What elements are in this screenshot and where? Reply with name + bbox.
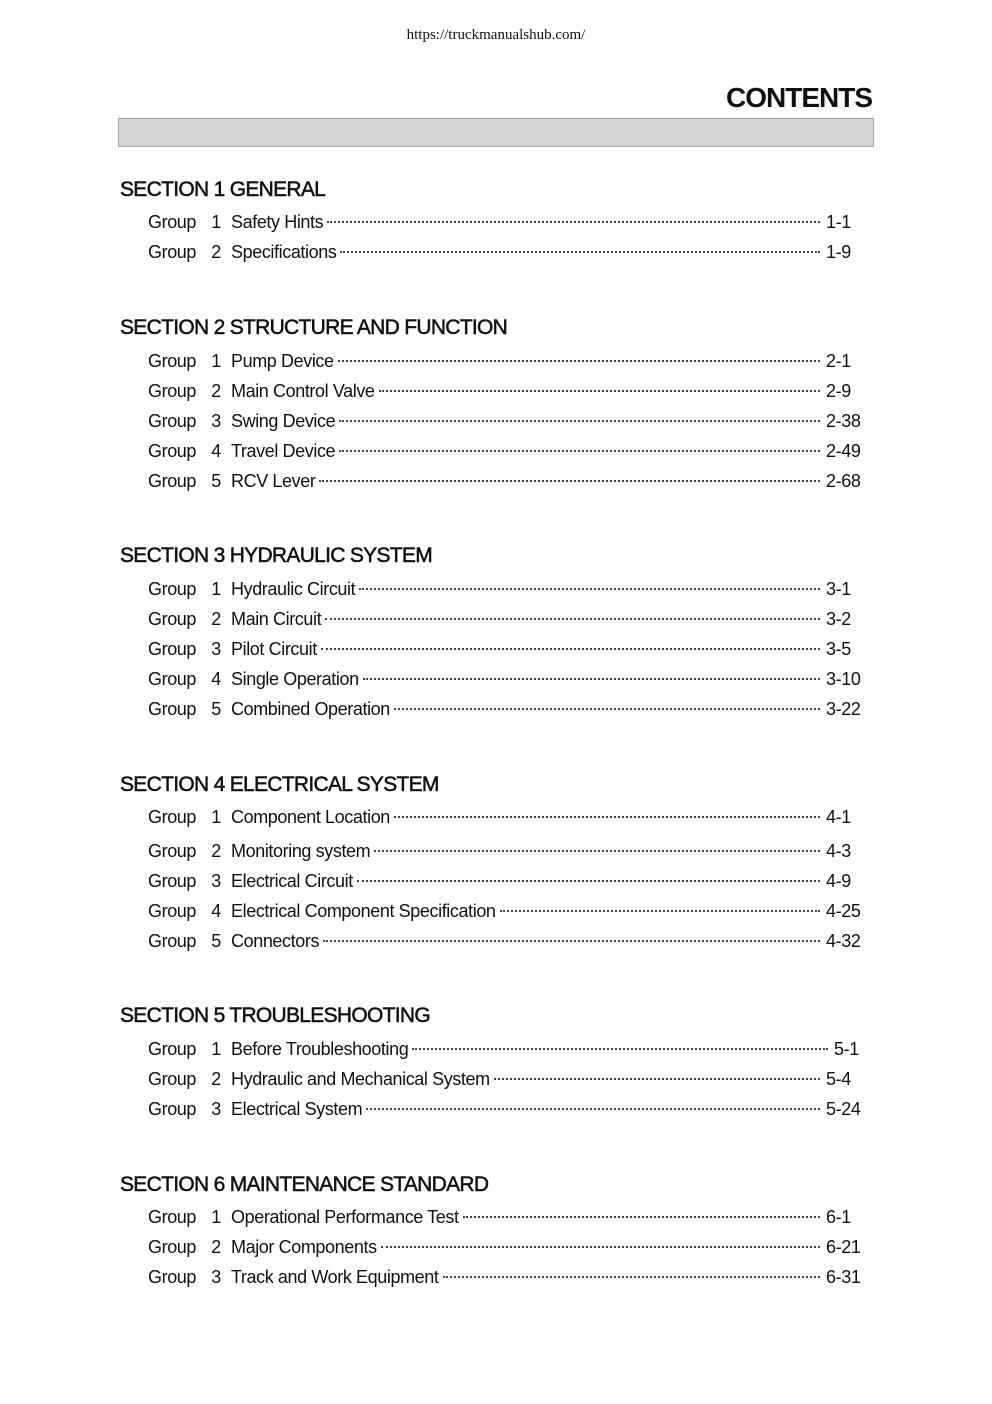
group-number: 1 bbox=[211, 579, 221, 599]
group-number: 4 bbox=[211, 901, 221, 921]
toc-entry[interactable] bbox=[148, 609, 864, 633]
page-title: CONTENTS bbox=[726, 82, 872, 113]
toc-entry[interactable] bbox=[148, 1039, 872, 1063]
page-number: 3-10 bbox=[826, 669, 861, 689]
group-title: Connectors bbox=[231, 931, 320, 951]
group-label: Group bbox=[148, 212, 197, 232]
toc-entry[interactable] bbox=[148, 441, 864, 465]
toc-entry[interactable] bbox=[148, 807, 864, 831]
group-number: 3 bbox=[211, 411, 221, 431]
dot-leader bbox=[321, 647, 820, 650]
dot-leader bbox=[412, 1047, 828, 1050]
toc-entry[interactable] bbox=[148, 351, 864, 375]
group-title: Electrical Circuit bbox=[231, 871, 353, 891]
group-label: Group bbox=[148, 609, 197, 629]
group-number: 1 bbox=[211, 807, 221, 827]
group-number: 4 bbox=[211, 441, 221, 461]
dot-leader bbox=[366, 1107, 820, 1110]
dot-leader bbox=[379, 389, 820, 392]
group-label: Group bbox=[148, 471, 197, 491]
group-title: Monitoring system bbox=[231, 841, 371, 861]
group-label: Group bbox=[148, 1207, 197, 1227]
group-label: Group bbox=[148, 441, 197, 461]
toc-entry[interactable] bbox=[148, 699, 864, 723]
group-title: Track and Work Equipment bbox=[231, 1267, 439, 1287]
page-number: 4-9 bbox=[826, 871, 851, 891]
dot-leader bbox=[323, 939, 820, 942]
dot-leader bbox=[319, 479, 820, 482]
page-number: 6-31 bbox=[826, 1267, 861, 1287]
group-label: Group bbox=[148, 579, 197, 599]
group-number: 1 bbox=[211, 351, 221, 371]
group-number: 4 bbox=[211, 669, 221, 689]
page-number: 3-2 bbox=[826, 609, 851, 629]
group-title: Operational Performance Test bbox=[231, 1207, 459, 1227]
dot-leader bbox=[394, 815, 820, 818]
page-number: 4-1 bbox=[826, 807, 851, 827]
group-title: RCV Lever bbox=[231, 471, 316, 491]
page-number: 2-68 bbox=[826, 471, 861, 491]
group-title: Major Components bbox=[231, 1237, 377, 1257]
group-label: Group bbox=[148, 871, 197, 891]
page-number: 2-9 bbox=[826, 381, 851, 401]
group-number: 5 bbox=[211, 699, 221, 719]
section-heading: SECTION 1 GENERAL bbox=[120, 178, 326, 201]
group-label: Group bbox=[148, 1069, 197, 1089]
page-number: 1-9 bbox=[826, 242, 851, 262]
page-number: 1-1 bbox=[826, 212, 851, 232]
group-number: 5 bbox=[211, 931, 221, 951]
section-heading: SECTION 3 HYDRAULIC SYSTEM bbox=[120, 544, 433, 567]
group-title: Main Control Valve bbox=[231, 381, 375, 401]
group-label: Group bbox=[148, 351, 197, 371]
toc-entry[interactable] bbox=[148, 901, 864, 925]
group-number: 2 bbox=[211, 381, 221, 401]
group-number: 1 bbox=[211, 1039, 221, 1059]
toc-entry[interactable] bbox=[148, 579, 864, 603]
section-1 bbox=[120, 175, 865, 262]
group-label: Group bbox=[148, 901, 197, 921]
dot-leader bbox=[339, 419, 820, 422]
page-number: 4-32 bbox=[826, 931, 861, 951]
group-title: Before Troubleshooting bbox=[231, 1039, 409, 1059]
page-number: 3-1 bbox=[826, 579, 851, 599]
dot-leader bbox=[359, 587, 820, 590]
page-number: 4-25 bbox=[826, 901, 861, 921]
group-label: Group bbox=[148, 1267, 197, 1287]
group-label: Group bbox=[148, 841, 197, 861]
toc-entry[interactable] bbox=[148, 381, 864, 405]
dot-leader bbox=[394, 707, 820, 710]
group-label: Group bbox=[148, 1039, 197, 1059]
toc-entry[interactable] bbox=[148, 841, 864, 865]
group-label: Group bbox=[148, 1099, 197, 1119]
toc-entry[interactable] bbox=[148, 1237, 864, 1261]
group-number: 1 bbox=[211, 1207, 221, 1227]
group-label: Group bbox=[148, 639, 197, 659]
group-title: Combined Operation bbox=[231, 699, 390, 719]
group-title: Pilot Circuit bbox=[231, 639, 317, 659]
group-title: Swing Device bbox=[231, 411, 336, 431]
group-label: Group bbox=[148, 931, 197, 951]
group-label: Group bbox=[148, 807, 197, 827]
group-number: 3 bbox=[211, 639, 221, 659]
group-label: Group bbox=[148, 381, 197, 401]
dot-leader bbox=[463, 1215, 820, 1218]
page-number: 5-4 bbox=[826, 1069, 851, 1089]
section-3 bbox=[120, 541, 865, 719]
dot-leader bbox=[443, 1275, 821, 1278]
group-label: Group bbox=[148, 242, 197, 262]
dot-leader bbox=[357, 879, 820, 882]
section-6 bbox=[120, 1170, 865, 1287]
group-title: Specifications bbox=[231, 242, 337, 262]
dot-leader bbox=[340, 250, 820, 253]
section-heading: SECTION 2 STRUCTURE AND FUNCTION bbox=[120, 316, 508, 339]
toc-entry[interactable] bbox=[148, 639, 864, 663]
group-number: 2 bbox=[211, 1237, 221, 1257]
page-number: 5-1 bbox=[834, 1039, 859, 1059]
page-number: 2-38 bbox=[826, 411, 861, 431]
page-number: 4-3 bbox=[826, 841, 851, 861]
dot-leader bbox=[339, 449, 820, 452]
group-number: 1 bbox=[211, 212, 221, 232]
group-title: Hydraulic and Mechanical System bbox=[231, 1069, 490, 1089]
group-number: 2 bbox=[211, 1069, 221, 1089]
dot-leader bbox=[327, 220, 820, 223]
dot-leader bbox=[494, 1077, 820, 1080]
group-number: 2 bbox=[211, 242, 221, 262]
group-number: 3 bbox=[211, 871, 221, 891]
toc-entry[interactable] bbox=[148, 242, 864, 266]
toc-entry[interactable] bbox=[148, 411, 864, 435]
toc-entry[interactable] bbox=[148, 871, 864, 895]
section-5 bbox=[120, 1001, 865, 1119]
title-rule-bar bbox=[118, 118, 874, 147]
group-label: Group bbox=[148, 411, 197, 431]
dot-leader bbox=[374, 849, 820, 852]
group-label: Group bbox=[148, 669, 197, 689]
page-number: 2-49 bbox=[826, 441, 861, 461]
toc-entry[interactable] bbox=[148, 1099, 864, 1123]
group-number: 5 bbox=[211, 471, 221, 491]
section-heading: SECTION 4 ELECTRICAL SYSTEM bbox=[120, 773, 439, 796]
dot-leader bbox=[500, 909, 820, 912]
toc-entry[interactable] bbox=[148, 1207, 864, 1231]
group-title: Electrical Component Specification bbox=[231, 901, 496, 921]
section-4 bbox=[120, 770, 865, 951]
toc-entry[interactable] bbox=[148, 1267, 864, 1291]
toc-entry[interactable] bbox=[148, 669, 864, 693]
dot-leader bbox=[325, 617, 820, 620]
toc-entry[interactable] bbox=[148, 471, 864, 495]
group-title: Main Circuit bbox=[231, 609, 322, 629]
group-title: Component Location bbox=[231, 807, 390, 827]
dot-leader bbox=[381, 1245, 820, 1248]
page-number: 3-22 bbox=[826, 699, 861, 719]
dot-leader bbox=[338, 359, 820, 362]
page-number: 2-1 bbox=[826, 351, 851, 371]
group-number: 3 bbox=[211, 1267, 221, 1287]
dot-leader bbox=[363, 677, 820, 680]
group-label: Group bbox=[148, 1237, 197, 1257]
group-title: Travel Device bbox=[231, 441, 336, 461]
group-title: Pump Device bbox=[231, 351, 334, 371]
page-number: 3-5 bbox=[826, 639, 851, 659]
group-title: Safety Hints bbox=[231, 212, 324, 232]
section-heading: SECTION 5 TROUBLESHOOTING bbox=[120, 1004, 430, 1027]
section-2 bbox=[120, 313, 865, 491]
page-number: 5-24 bbox=[826, 1099, 861, 1119]
group-title: Electrical System bbox=[231, 1099, 363, 1119]
group-label: Group bbox=[148, 699, 197, 719]
group-title: Hydraulic Circuit bbox=[231, 579, 356, 599]
source-url[interactable]: https://truckmanualshub.com/ bbox=[406, 27, 586, 43]
toc-entry[interactable] bbox=[148, 931, 864, 955]
toc-entry[interactable] bbox=[148, 212, 864, 236]
toc-entry[interactable] bbox=[148, 1069, 864, 1093]
group-number: 2 bbox=[211, 841, 221, 861]
page-number: 6-1 bbox=[826, 1207, 851, 1227]
group-title: Single Operation bbox=[231, 669, 359, 689]
group-number: 2 bbox=[211, 609, 221, 629]
section-heading: SECTION 6 MAINTENANCE STANDARD bbox=[120, 1173, 489, 1196]
page-number: 6-21 bbox=[826, 1237, 861, 1257]
group-number: 3 bbox=[211, 1099, 221, 1119]
